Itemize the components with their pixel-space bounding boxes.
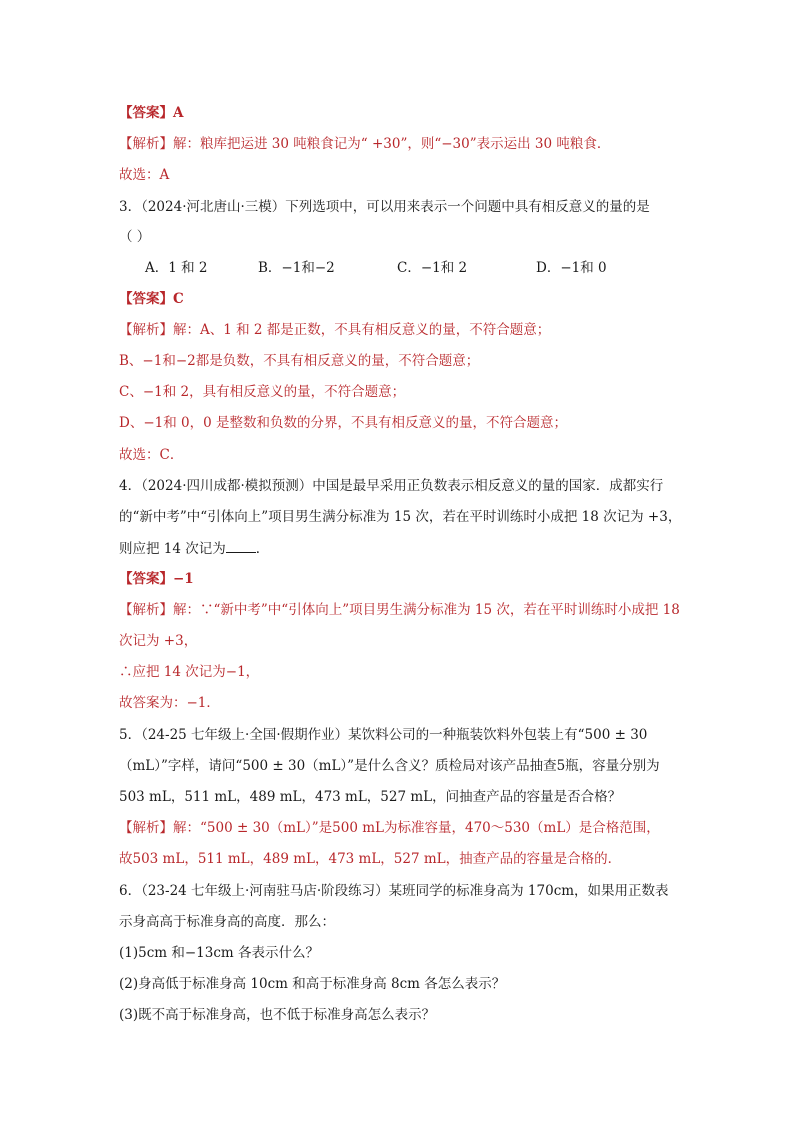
text-line: 【解析】解：粮库把运进 30 吨粮食记为“ +30”，则“−30”表示运出 30 吨粮食．	[119, 136, 611, 152]
q4-question-line	[119, 538, 269, 559]
text-line: 【解析】解：∵“新中考”中“引体向上”项目男生满分标准为 15 次，若在平时训练时小成把 18	[119, 602, 680, 618]
text-line: B、−1和−2都是负数，不具有相反意义的量，不符合题意；	[119, 353, 480, 369]
text-line: 【答案】A	[119, 105, 184, 121]
q4-text-before-blank: 则应把 14 次记为	[119, 541, 226, 557]
text-line: 故503 mL，511 mL，489 mL，473 mL，527 mL，抽查产品的容量是合格的．	[119, 851, 622, 867]
text-line: 【解析】解：A、1 和 2 都是正数，不具有相反意义的量，不符合题意；	[119, 322, 551, 338]
text-line: ∴应把 14 次记为−1，	[119, 664, 260, 680]
text-line: (2)身高低于标准身高 10cm 和高于标准身高 8cm 各怎么表示？	[119, 976, 506, 992]
text-line: 4．（2024·四川成都·模拟预测）中国是最早采用正负数表示相反意义的量的国家．成都实行	[119, 478, 664, 494]
answer-blank[interactable]	[226, 538, 256, 553]
text-line: 3．（2024·河北唐山·三模）下列选项中，可以用来表示一个问题中具有相反意义的量的是	[119, 199, 650, 215]
text-line: D、−1和 0，0 是整数和负数的分界，不具有相反意义的量，不符合题意；	[119, 415, 567, 431]
q3-option-c: C．−1和 2	[397, 260, 468, 276]
q3-option-a: A．1 和 2	[145, 260, 208, 276]
text-line: (3)既不高于标准身高，也不低于标准身高怎么表示？	[119, 1007, 436, 1023]
q3-option-b: B．−1和−2	[258, 260, 335, 276]
text-line: C、−1和 2，具有相反意义的量，不符合题意；	[119, 384, 406, 400]
text-line: （mL）”字样，请问“500 ± 30（mL）”是什么含义？质检局对该产品抽查5瓶，容量分别为	[119, 758, 660, 774]
text-line: 5．（24-25 七年级上·全国·假期作业）某饮料公司的一种瓶装饮料外包装上有“500 ± 30	[119, 727, 648, 743]
text-line: （ ）	[119, 229, 151, 245]
q3-option-d: D．−1和 0	[536, 260, 607, 276]
q4-text-after-blank: ．	[255, 541, 270, 557]
text-line: 【解析】解：“500 ± 30（mL）”是500 mL为标准容量，470～530（mL）是合格范围，	[119, 820, 660, 836]
text-line: 示身高高于标准身高的高度．那么：	[119, 914, 335, 930]
text-line: 故选：A	[119, 167, 170, 183]
text-line: 故答案为：−1．	[119, 695, 220, 711]
text-line: 503 mL，511 mL，489 mL，473 mL，527 mL，问抽查产品的容量是否合格？	[119, 789, 622, 805]
text-line: 6．（23-24 七年级上·河南驻马店·阶段练习）某班同学的标准身高为 170cm，如果用正数表	[119, 883, 669, 899]
text-line: 的“新中考”中“引体向上”项目男生满分标准为 15 次，若在平时训练时小成把 18 次记为 +3，	[119, 509, 682, 525]
text-line: 故选：C．	[119, 447, 184, 463]
text-line: 【答案】−1	[119, 571, 194, 587]
text-line: (1)5cm 和−13cm 各表示什么？	[119, 945, 320, 961]
text-line: 【答案】C	[119, 291, 184, 307]
text-line: 次记为 +3，	[119, 633, 198, 649]
